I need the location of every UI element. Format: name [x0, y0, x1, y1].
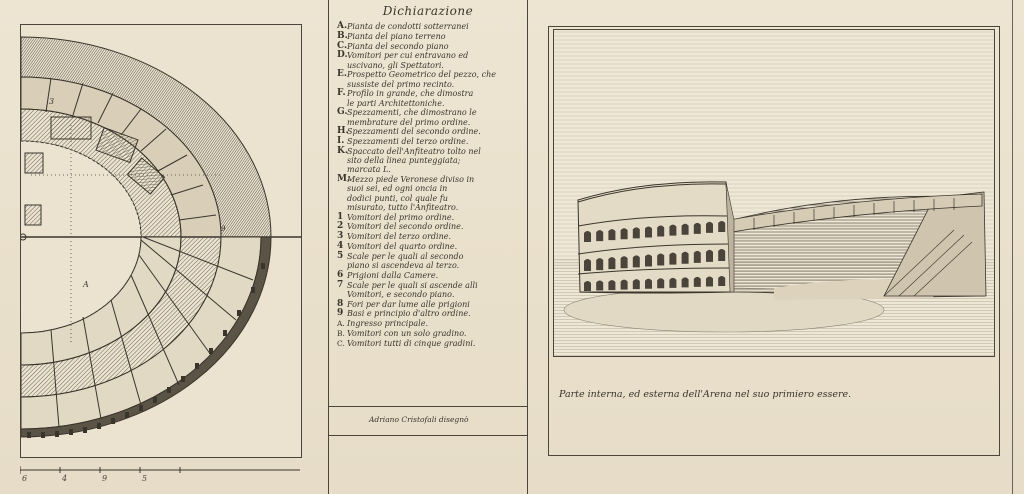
legend-key: F. [337, 88, 346, 99]
facade-arch [608, 280, 615, 290]
plan-label-9: 9 [221, 225, 226, 233]
legend-key: G. [337, 107, 348, 118]
facade-arch [682, 224, 689, 235]
facade-arch [596, 281, 603, 291]
legend-key: M. [337, 174, 351, 185]
plan-label-3: 3 [49, 97, 55, 106]
legend-item [337, 232, 522, 241]
facade-arch [718, 249, 725, 261]
legend-item [337, 51, 522, 69]
legend-key: 6 [337, 269, 344, 280]
legend-item [337, 222, 522, 231]
amphitheatre-plan [20, 24, 302, 458]
legend-key: D. [337, 50, 348, 61]
legend-text: Vomitori tutti di cinque gradini. [347, 338, 476, 348]
legend-text: Vomitori con un solo gradino. [347, 328, 467, 338]
legend-item [337, 108, 522, 126]
legend-key: K. [337, 145, 348, 156]
scale-number: 9 [102, 474, 108, 483]
legend-key: A. [337, 21, 348, 31]
legend-text: Vomitori del terzo ordine. [347, 232, 452, 242]
facade-arch [657, 226, 664, 237]
legend-item [337, 42, 522, 51]
legend-item [337, 137, 522, 146]
legend-text: Pianta del secondo piano [347, 41, 449, 51]
legend-item [337, 175, 522, 212]
legend-key: 8 [337, 298, 344, 309]
legend-item [337, 339, 522, 348]
legend-text: Pianta del piano terreno [347, 31, 446, 41]
facade-arch [645, 226, 652, 237]
facade-arch [694, 223, 701, 234]
facade-arch [645, 254, 652, 266]
legend-text: Spaccato dell'Anfiteatro tolto nel sito della linea punteggiata; marcata L. [347, 146, 481, 175]
legend-text: Vomitori del secondo ordine. [347, 222, 464, 232]
legend-key: 9 [337, 308, 344, 319]
signature-box [329, 406, 527, 436]
facade-arch [621, 256, 628, 268]
legend-text: Spezzamenti del secondo ordine. [347, 127, 481, 137]
legend-item [337, 32, 522, 41]
legend-item [337, 300, 522, 309]
legend-key: H. [337, 126, 349, 137]
legend-key: 2 [337, 221, 344, 232]
facade-arch [645, 279, 652, 289]
scale-number: 4 [62, 474, 68, 483]
facade-arch [633, 255, 640, 267]
arena-perspective-view [553, 29, 995, 357]
facade-arch [584, 231, 591, 242]
plan-drawing [21, 25, 301, 457]
legend-text: Spezzamenti, che dimostrano le membrature del primo ordine. [347, 108, 477, 127]
legend-text: Pianta de condotti sotterranei [347, 22, 469, 31]
legend-text: Fori per dar lume alle prigioni [347, 299, 470, 309]
facade-arch [596, 230, 603, 241]
scale-number: 6 [22, 474, 28, 483]
legend-key: C. [337, 338, 345, 348]
legend-text: Profilo in grande, che dimostra le parti Architettoniche. [347, 89, 474, 108]
legend-item [337, 213, 522, 222]
facade-arch [694, 277, 701, 287]
view-caption: Parte interna, ed esterna dell'Arena nel suo primiero essere. [559, 389, 852, 400]
legend-item [337, 89, 522, 107]
engraver-signature: Adriano Cristofali disegnò [369, 415, 469, 424]
legend-text: Scale per le quali si ascende alli Vomitori, e secondo piano. [347, 280, 478, 299]
arena-view-panel [548, 26, 1000, 456]
legend-item [337, 281, 522, 299]
facade-arch [584, 281, 591, 291]
legend-text: Mezzo piede Veronese diviso in suoi sei, ed ogni oncia in dodici punti, col quale fu misurato, tutto l'Anfiteatro. [347, 175, 475, 212]
sheet-edge [1012, 0, 1013, 494]
legend-key: 1 [337, 211, 344, 222]
facade-arch [633, 279, 640, 289]
legend-key: I. [337, 136, 345, 147]
legend-text: Prigioni dalla Camere. [347, 270, 439, 280]
facade-arch [657, 254, 664, 266]
legend-text: Prospetto Geometrico del pezzo, che sussiste del primo recinto. [347, 70, 496, 89]
facade-arch [657, 278, 664, 288]
legend-item [337, 147, 522, 175]
legend-text: Basi e principio d'altro ordine. [347, 309, 471, 319]
legend-key: E. [337, 69, 347, 80]
facade-arch [682, 252, 689, 264]
legend-item [337, 242, 522, 251]
legend-text: Spezzamenti del terzo ordine. [347, 137, 469, 147]
legend-key: 5 [337, 250, 344, 261]
legend-title: Dichiarazione [382, 4, 474, 18]
plan-label-A: A [83, 280, 89, 289]
facade-arch [608, 229, 615, 240]
scale-number: 5 [142, 474, 148, 483]
legend-list [337, 22, 522, 349]
legend-key: 3 [337, 231, 344, 242]
facade-arch [669, 253, 676, 265]
legend-key: 7 [337, 279, 344, 290]
facade-arch [596, 258, 603, 270]
legend-key: 4 [337, 240, 344, 251]
facade-arch [608, 257, 615, 269]
legend-text: Vomitori del quarto ordine. [347, 241, 458, 251]
facade-arch [718, 221, 725, 232]
legend-item [337, 22, 522, 31]
legend-text: Vomitori del primo ordine. [347, 212, 455, 222]
facade-arch [706, 276, 713, 286]
facade-arch [718, 276, 725, 286]
legend-item [337, 127, 522, 136]
facade-arch [633, 227, 640, 238]
facade-arch [669, 278, 676, 288]
facade-arch [682, 277, 689, 287]
legend-panel [328, 0, 528, 494]
legend-key: B. [337, 30, 348, 41]
legend-item [337, 309, 522, 318]
legend-text: Ingresso principale. [347, 319, 428, 329]
legend-text: Vomitori per cui entravano ed uscivano, gli Spettatori. [347, 51, 469, 70]
legend-item [337, 271, 522, 280]
legend-item [337, 70, 522, 88]
facade-arch [621, 228, 628, 239]
legend-item [337, 319, 522, 328]
arena-illustration [554, 30, 994, 356]
legend-item [337, 252, 522, 270]
legend-key: B. [337, 328, 345, 338]
legend-key: C. [337, 40, 348, 51]
facade-arch [621, 280, 628, 290]
legend-item [337, 329, 522, 338]
facade-arch [706, 222, 713, 233]
facade-arch [706, 250, 713, 262]
facade-arch [694, 251, 701, 263]
facade-arch [584, 259, 591, 271]
legend-key: A. [337, 319, 345, 329]
facade-arch [669, 225, 676, 236]
legend-text: Scale per le quali al secondo piano si ascendeva al terzo. [347, 251, 464, 270]
